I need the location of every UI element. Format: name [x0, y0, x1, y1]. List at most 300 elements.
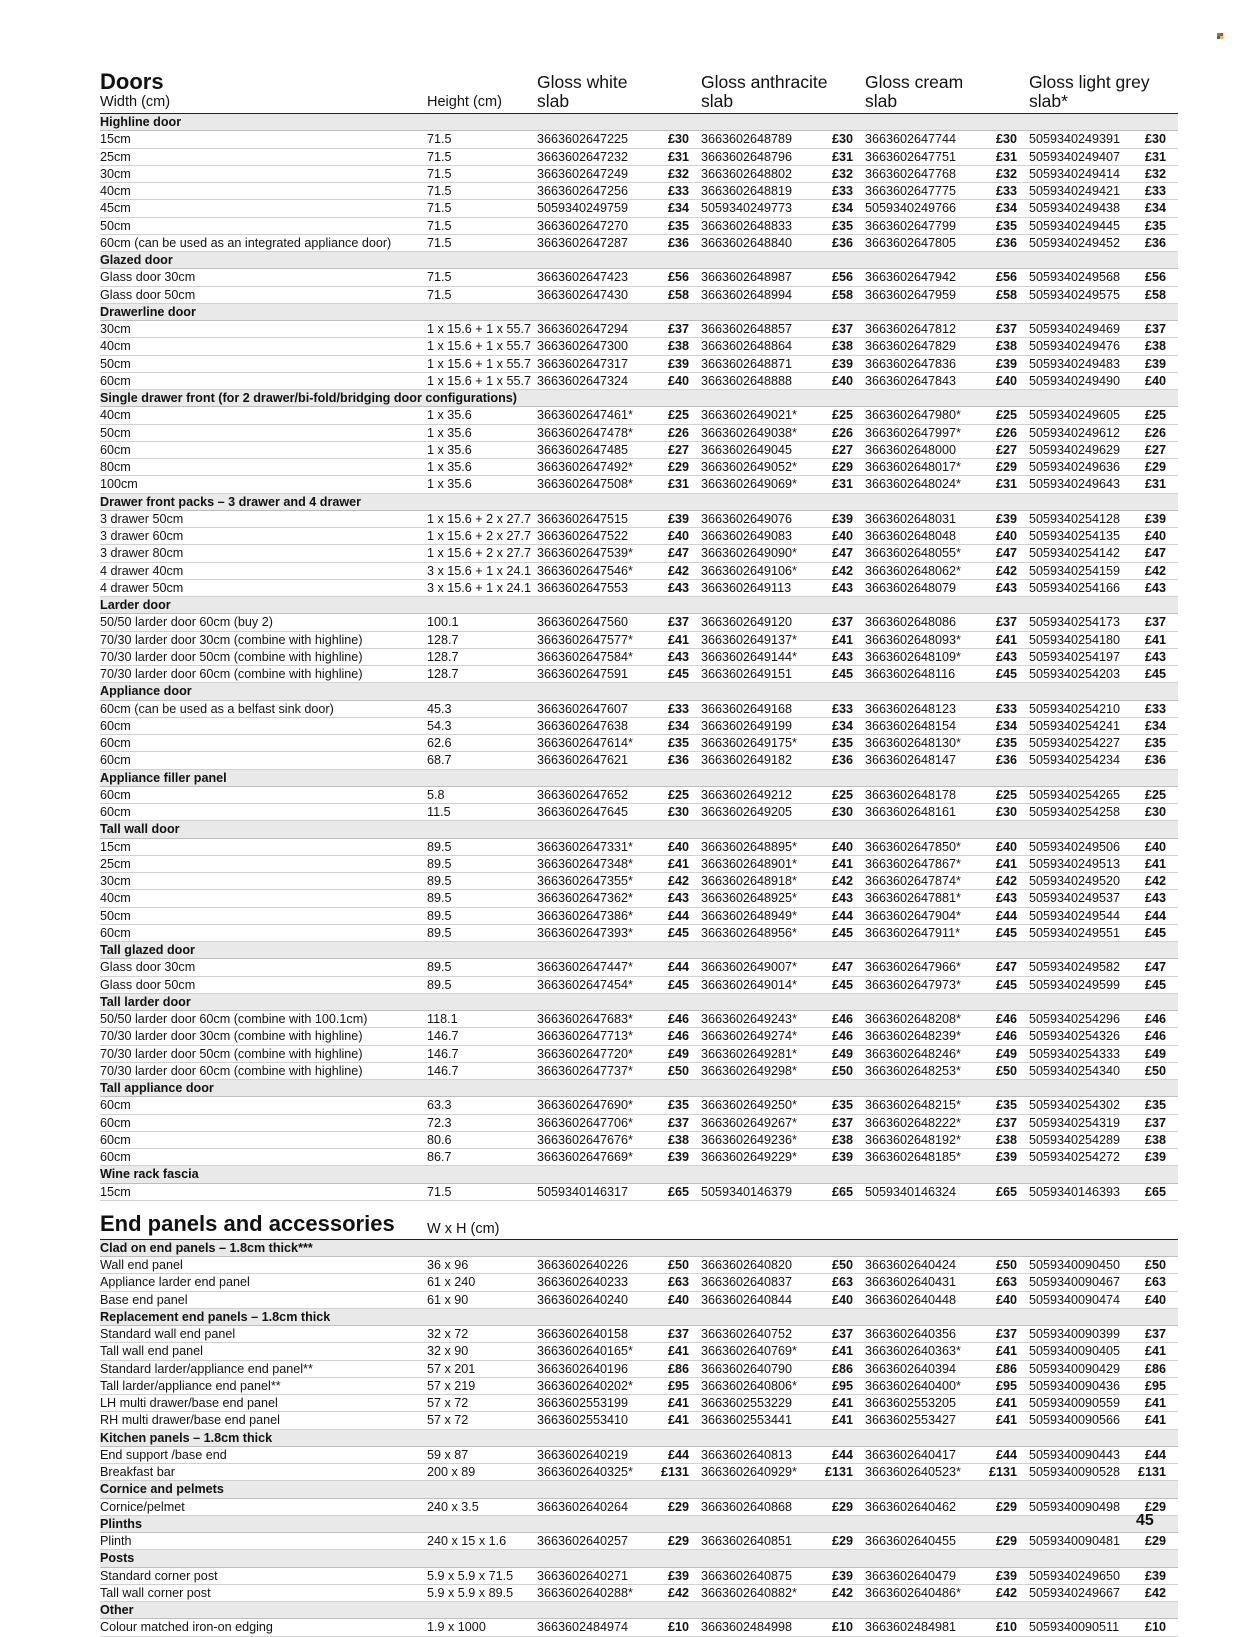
item-description: 70/30 larder door 60cm (combine with highline) — [100, 1063, 363, 1078]
product-price: £42 — [667, 563, 689, 578]
product-price: £35 — [995, 218, 1017, 233]
product-cell — [865, 1063, 1029, 1079]
product-price: £31 — [667, 477, 689, 492]
product-price: £45 — [667, 925, 689, 940]
product-code: 3663602648185* — [865, 1150, 961, 1164]
product-code: 3663602647232 — [537, 149, 629, 164]
table-row — [100, 977, 1178, 994]
table-row — [100, 1533, 1178, 1550]
product-code: 5059340254135 — [1029, 529, 1121, 543]
product-code: 3663602647294 — [537, 322, 629, 336]
product-code: 5059340254234 — [1029, 753, 1121, 768]
group-title: Drawerline door — [100, 304, 196, 319]
product-cell — [701, 183, 865, 199]
product-code: 3663602647652 — [537, 787, 629, 802]
product-code: 5059340254210 — [1029, 701, 1121, 716]
item-dimension: 5.9 x 5.9 x 71.5 — [427, 1568, 514, 1583]
product-cell — [537, 632, 701, 648]
product-code: 3663602647256 — [537, 184, 629, 198]
product-code: 3663602649021* — [701, 408, 797, 423]
product-price: £39 — [995, 1150, 1017, 1164]
product-cell — [537, 1097, 701, 1113]
product-cell — [537, 1464, 701, 1480]
product-price: £34 — [667, 718, 689, 733]
product-price: £37 — [1144, 1327, 1166, 1341]
item-dimension: 5.8 — [427, 787, 445, 802]
item-dimension: 57 x 72 — [427, 1396, 469, 1410]
product-code: 3663602640196 — [537, 1361, 629, 1376]
table-row — [100, 1568, 1178, 1585]
product-code: 5059340249636 — [1029, 460, 1121, 474]
product-price: £86 — [1144, 1361, 1166, 1376]
product-code: 5059340254159 — [1029, 563, 1121, 578]
product-price: £40 — [1144, 839, 1166, 854]
product-price: £63 — [667, 1275, 689, 1290]
product-code: 3663602640806* — [701, 1378, 797, 1393]
product-code: 3663602649236* — [701, 1132, 797, 1147]
product-price: £40 — [995, 839, 1017, 854]
item-description: 15cm — [100, 132, 131, 147]
product-cell — [537, 321, 701, 337]
product-price: £29 — [1144, 460, 1166, 474]
product-price: £42 — [831, 563, 853, 578]
product-cell — [865, 718, 1029, 734]
group-title: Tall glazed door — [100, 943, 195, 957]
product-cell — [537, 1028, 701, 1044]
product-price: £38 — [995, 339, 1017, 354]
item-description: RH multi drawer/base end panel — [100, 1413, 280, 1428]
product-price: £35 — [1144, 736, 1166, 750]
product-code: 3663602647270 — [537, 218, 629, 233]
product-price: £50 — [995, 1258, 1017, 1272]
product-code: 3663602640417 — [865, 1447, 957, 1462]
table-row — [100, 1585, 1178, 1602]
product-price: £41 — [831, 1396, 853, 1410]
product-cell — [701, 476, 865, 492]
product-price: £43 — [1144, 649, 1166, 664]
product-code: 3663602648147 — [865, 753, 957, 768]
item-dimension: 57 x 72 — [427, 1413, 469, 1428]
product-cell — [701, 356, 865, 372]
table-row — [100, 959, 1178, 976]
group-header — [100, 1240, 1178, 1257]
product-price: £41 — [995, 1396, 1017, 1410]
item-dimension: 57 x 201 — [427, 1361, 476, 1376]
product-cell — [1029, 1046, 1178, 1062]
item-dimension: 1 x 15.6 + 2 x 27.7 — [427, 529, 531, 543]
product-price: £42 — [831, 874, 853, 888]
product-code: 3663602640219 — [537, 1447, 629, 1462]
product-cell — [865, 1274, 1029, 1290]
table-row — [100, 1011, 1178, 1028]
product-cell — [701, 873, 865, 889]
product-price: £44 — [1144, 1447, 1166, 1462]
product-price: £41 — [667, 856, 689, 871]
product-cell — [537, 1326, 701, 1342]
table-row — [100, 356, 1178, 373]
product-code: 3663602647706* — [537, 1115, 633, 1130]
product-price: £65 — [831, 1184, 853, 1199]
table-row — [100, 718, 1178, 735]
product-code: 3663602553229 — [701, 1396, 793, 1410]
product-code: 5059340254142 — [1029, 546, 1121, 561]
table-row — [100, 1115, 1178, 1132]
product-code: 3663602648918* — [701, 874, 797, 888]
product-price: £40 — [831, 1292, 853, 1307]
item-description: 70/30 larder door 50cm (combine with highline) — [100, 1046, 363, 1061]
product-price: £33 — [667, 701, 689, 716]
product-cell — [865, 131, 1029, 147]
product-code: 3663602640400* — [865, 1378, 961, 1393]
product-cell — [1029, 1292, 1178, 1308]
group-header — [100, 942, 1178, 959]
product-code: 3663602484974 — [537, 1620, 629, 1635]
product-cell — [701, 752, 865, 768]
product-price: £42 — [667, 1585, 689, 1600]
item-description: 70/30 larder door 30cm (combine with highline) — [100, 1029, 363, 1044]
product-code: 3663602647393* — [537, 925, 633, 940]
product-cell — [701, 701, 865, 717]
product-price: £39 — [831, 1568, 853, 1583]
product-price: £38 — [667, 339, 689, 354]
product-price: £32 — [667, 166, 689, 181]
product-price: £46 — [831, 1012, 853, 1026]
product-price: £34 — [1144, 718, 1166, 733]
product-cell — [701, 442, 865, 458]
product-cell — [865, 1132, 1029, 1148]
product-cell — [865, 149, 1029, 165]
product-code: 3663602647881* — [865, 891, 961, 906]
product-cell — [701, 632, 865, 648]
product-price: £43 — [1144, 580, 1166, 595]
product-price: £36 — [831, 753, 853, 768]
product-code: 5059340254302 — [1029, 1098, 1121, 1113]
product-code: 3663602647683* — [537, 1012, 633, 1026]
product-price: £31 — [831, 477, 853, 492]
product-cell — [537, 839, 701, 855]
doors-header — [100, 70, 1178, 114]
product-cell — [701, 1395, 865, 1411]
product-cell — [1029, 1097, 1178, 1113]
col-gloss-cream: Gloss cream slab — [865, 72, 964, 111]
product-cell — [701, 1361, 865, 1377]
item-dimension: 80.6 — [427, 1132, 452, 1147]
product-cell — [537, 1046, 701, 1062]
product-cell — [537, 1447, 701, 1463]
item-dimension: 1 x 15.6 + 1 x 55.7 — [427, 339, 531, 354]
table-row — [100, 804, 1178, 821]
product-code: 5059340254173 — [1029, 615, 1121, 630]
product-price: £27 — [995, 442, 1017, 457]
product-price: £29 — [995, 460, 1017, 474]
product-code: 3663602649243* — [701, 1012, 797, 1026]
product-code: 3663602640868 — [701, 1499, 793, 1514]
table-row — [100, 166, 1178, 183]
product-cell — [537, 804, 701, 820]
group-title: Other — [100, 1603, 134, 1617]
product-code: 3663602647423 — [537, 270, 629, 285]
table-row — [100, 183, 1178, 200]
product-code: 3663602649144* — [701, 649, 797, 664]
product-cell — [1029, 1115, 1178, 1131]
product-code: 5059340249391 — [1029, 132, 1121, 147]
product-price: £43 — [831, 649, 853, 664]
product-code: 3663602647577* — [537, 632, 633, 647]
group-title: Highline door — [100, 115, 182, 129]
product-code: 3663602647287 — [537, 235, 629, 250]
product-cell — [537, 614, 701, 630]
product-code: 5059340249667 — [1029, 1585, 1121, 1600]
table-row — [100, 1184, 1178, 1201]
end-panels-title: End panels and accessories — [100, 1210, 395, 1236]
group-title: Appliance filler panel — [100, 770, 227, 785]
item-description: Standard corner post — [100, 1568, 218, 1583]
product-code: 3663602647911* — [865, 925, 961, 940]
product-code: 5059340249643 — [1029, 477, 1121, 492]
item-description: 4 drawer 50cm — [100, 580, 184, 595]
product-cell — [1029, 735, 1178, 751]
product-cell — [701, 1292, 865, 1308]
product-cell — [1029, 701, 1178, 717]
item-dimension: 71.5 — [427, 235, 452, 250]
product-cell — [1029, 235, 1178, 251]
item-dimension: 146.7 — [427, 1063, 459, 1078]
product-price: £25 — [667, 787, 689, 802]
item-dimension: 36 x 96 — [427, 1258, 469, 1272]
product-cell — [701, 131, 865, 147]
product-price: £36 — [667, 235, 689, 250]
product-cell — [701, 1115, 865, 1131]
item-description: 60cm — [100, 1115, 131, 1130]
product-code: 5059340249483 — [1029, 356, 1121, 371]
product-price: £33 — [1144, 184, 1166, 198]
product-code: 5059340249605 — [1029, 408, 1121, 423]
product-cell — [537, 1149, 701, 1165]
product-code: 5059340254340 — [1029, 1063, 1121, 1078]
group-header — [100, 821, 1178, 838]
product-cell — [865, 563, 1029, 579]
product-code: 5059340090443 — [1029, 1447, 1121, 1462]
item-description: 50cm — [100, 908, 131, 923]
product-price: £41 — [831, 632, 853, 647]
product-code: 3663602647805 — [865, 235, 957, 250]
product-code: 5059340090566 — [1029, 1413, 1121, 1428]
product-cell — [1029, 407, 1178, 423]
table-row — [100, 200, 1178, 217]
product-cell — [537, 718, 701, 734]
item-description: 60cm — [100, 805, 131, 819]
product-price: £41 — [995, 856, 1017, 871]
product-code: 5059340146317 — [537, 1184, 629, 1199]
product-price: £38 — [831, 1132, 853, 1147]
product-cell — [537, 1184, 701, 1200]
product-code: 3663602649076 — [701, 511, 793, 526]
product-price: £37 — [831, 322, 853, 336]
product-code: 3663602648123 — [865, 701, 957, 716]
product-code: 5059340254326 — [1029, 1029, 1121, 1044]
product-cell — [537, 218, 701, 234]
group-header — [100, 1602, 1178, 1619]
product-code: 3663602647775 — [865, 184, 957, 198]
product-cell — [1029, 425, 1178, 441]
group-header — [100, 1430, 1178, 1447]
product-code: 3663602647447* — [537, 960, 633, 975]
product-price: £50 — [667, 1063, 689, 1078]
item-dimension: 89.5 — [427, 839, 452, 854]
product-price: £58 — [995, 287, 1017, 302]
product-cell — [701, 459, 865, 475]
table-row — [100, 752, 1178, 769]
product-price: £45 — [831, 667, 853, 681]
table-row — [100, 925, 1178, 942]
product-code: 3663602648079 — [865, 580, 957, 595]
product-code: 3663602553427 — [865, 1413, 957, 1428]
product-code: 3663602648178 — [865, 787, 957, 802]
dimension-label: W x H (cm) — [427, 1220, 500, 1237]
product-cell — [865, 925, 1029, 941]
end-panels-table — [100, 1240, 1178, 1637]
group-title: Replacement end panels – 1.8cm thick — [100, 1309, 331, 1324]
product-code: 3663602648109* — [865, 649, 961, 664]
item-dimension: 72.3 — [427, 1115, 452, 1130]
product-price: £39 — [995, 511, 1017, 526]
product-code: 3663602649137* — [701, 632, 797, 647]
product-cell — [537, 1361, 701, 1377]
product-price: £43 — [995, 891, 1017, 906]
product-code: 3663602649007* — [701, 960, 797, 975]
product-price: £39 — [667, 1150, 689, 1164]
item-dimension: 32 x 72 — [427, 1327, 469, 1341]
product-cell — [1029, 476, 1178, 492]
product-cell — [537, 1395, 701, 1411]
product-price: £86 — [667, 1361, 689, 1376]
table-row — [100, 735, 1178, 752]
product-cell — [865, 839, 1029, 855]
product-price: £49 — [995, 1046, 1017, 1061]
product-price: £32 — [1144, 166, 1166, 181]
item-description: 50/50 larder door 60cm (buy 2) — [100, 615, 273, 630]
item-dimension: 100.1 — [427, 615, 459, 630]
product-price: £44 — [667, 960, 689, 975]
product-code: 3663602553441 — [701, 1413, 793, 1428]
product-price: £41 — [831, 1344, 853, 1359]
item-description: 60cm — [100, 1132, 131, 1147]
product-price: £50 — [667, 1258, 689, 1272]
item-dimension: 63.3 — [427, 1098, 452, 1113]
product-code: 3663602648888 — [701, 373, 793, 388]
product-price: £44 — [1144, 908, 1166, 923]
product-cell — [1029, 218, 1178, 234]
product-code: 3663602647355* — [537, 874, 633, 888]
table-row — [100, 131, 1178, 148]
group-title: Cornice and pelmets — [100, 1482, 224, 1497]
table-row — [100, 666, 1178, 683]
product-price: £37 — [1144, 1115, 1166, 1130]
item-description: Plinth — [100, 1534, 132, 1548]
product-price: £39 — [1144, 356, 1166, 371]
product-price: £33 — [1144, 701, 1166, 716]
product-cell — [701, 1499, 865, 1515]
product-code: 3663602647638 — [537, 718, 629, 733]
product-cell — [1029, 1585, 1178, 1601]
product-code: 5059340090474 — [1029, 1292, 1121, 1307]
item-description: 60cm — [100, 925, 131, 940]
product-price: £30 — [831, 132, 853, 147]
product-cell — [1029, 718, 1178, 734]
product-price: £95 — [667, 1378, 689, 1393]
product-code: 5059340090405 — [1029, 1344, 1121, 1359]
product-price: £36 — [831, 235, 853, 250]
product-cell — [865, 356, 1029, 372]
product-code: 5059340249445 — [1029, 218, 1121, 233]
product-code: 3663602647331* — [537, 839, 633, 854]
product-code: 3663602648833 — [701, 218, 793, 233]
item-dimension: 62.6 — [427, 736, 452, 750]
product-price: £29 — [831, 460, 853, 474]
table-row — [100, 1097, 1178, 1114]
product-code: 3663602640486* — [865, 1585, 961, 1600]
product-code: 3663602647614* — [537, 736, 633, 750]
item-description: Tall wall end panel — [100, 1344, 203, 1359]
product-code: 3663602640424 — [865, 1258, 957, 1272]
table-row — [100, 442, 1178, 459]
product-price: £40 — [831, 373, 853, 388]
product-cell — [865, 959, 1029, 975]
product-code: 3663602648024* — [865, 477, 961, 492]
product-price: £38 — [1144, 339, 1166, 354]
product-cell — [865, 1585, 1029, 1601]
product-price: £49 — [667, 1046, 689, 1061]
product-price: £46 — [1144, 1012, 1166, 1026]
product-price: £41 — [995, 1413, 1017, 1428]
product-cell — [1029, 442, 1178, 458]
product-price: £47 — [1144, 546, 1166, 561]
item-dimension: 57 x 219 — [427, 1378, 476, 1393]
product-code: 3663602640523* — [865, 1465, 961, 1479]
item-dimension: 71.5 — [427, 166, 452, 181]
product-cell — [865, 1412, 1029, 1428]
item-dimension: 61 x 240 — [427, 1275, 476, 1290]
item-dimension: 1 x 15.6 + 1 x 55.7 — [427, 322, 531, 336]
item-description: Breakfast bar — [100, 1465, 175, 1479]
item-dimension: 1 x 15.6 + 2 x 27.7 — [427, 546, 531, 561]
product-cell — [701, 977, 865, 993]
product-price: £30 — [1144, 132, 1166, 147]
product-code: 3663602640752 — [701, 1327, 793, 1341]
product-cell — [701, 149, 865, 165]
product-cell — [701, 890, 865, 906]
product-price: £41 — [667, 632, 689, 647]
product-cell — [537, 373, 701, 389]
table-row — [100, 839, 1178, 856]
table-row — [100, 269, 1178, 286]
product-price: £33 — [667, 184, 689, 198]
group-title: Glazed door — [100, 253, 173, 267]
product-price: £33 — [831, 184, 853, 198]
product-price: £43 — [667, 649, 689, 664]
item-description: 50cm — [100, 218, 131, 233]
product-code: 3663602649038* — [701, 425, 797, 440]
product-cell — [1029, 890, 1178, 906]
product-price: £39 — [831, 511, 853, 526]
product-price: £29 — [667, 1534, 689, 1548]
product-price: £37 — [831, 1327, 853, 1341]
product-code: 3663602648246* — [865, 1046, 961, 1061]
product-code: 3663602648215* — [865, 1098, 961, 1113]
item-dimension: 11.5 — [427, 805, 451, 819]
product-code: 3663602647454* — [537, 977, 633, 992]
product-cell — [865, 1499, 1029, 1515]
